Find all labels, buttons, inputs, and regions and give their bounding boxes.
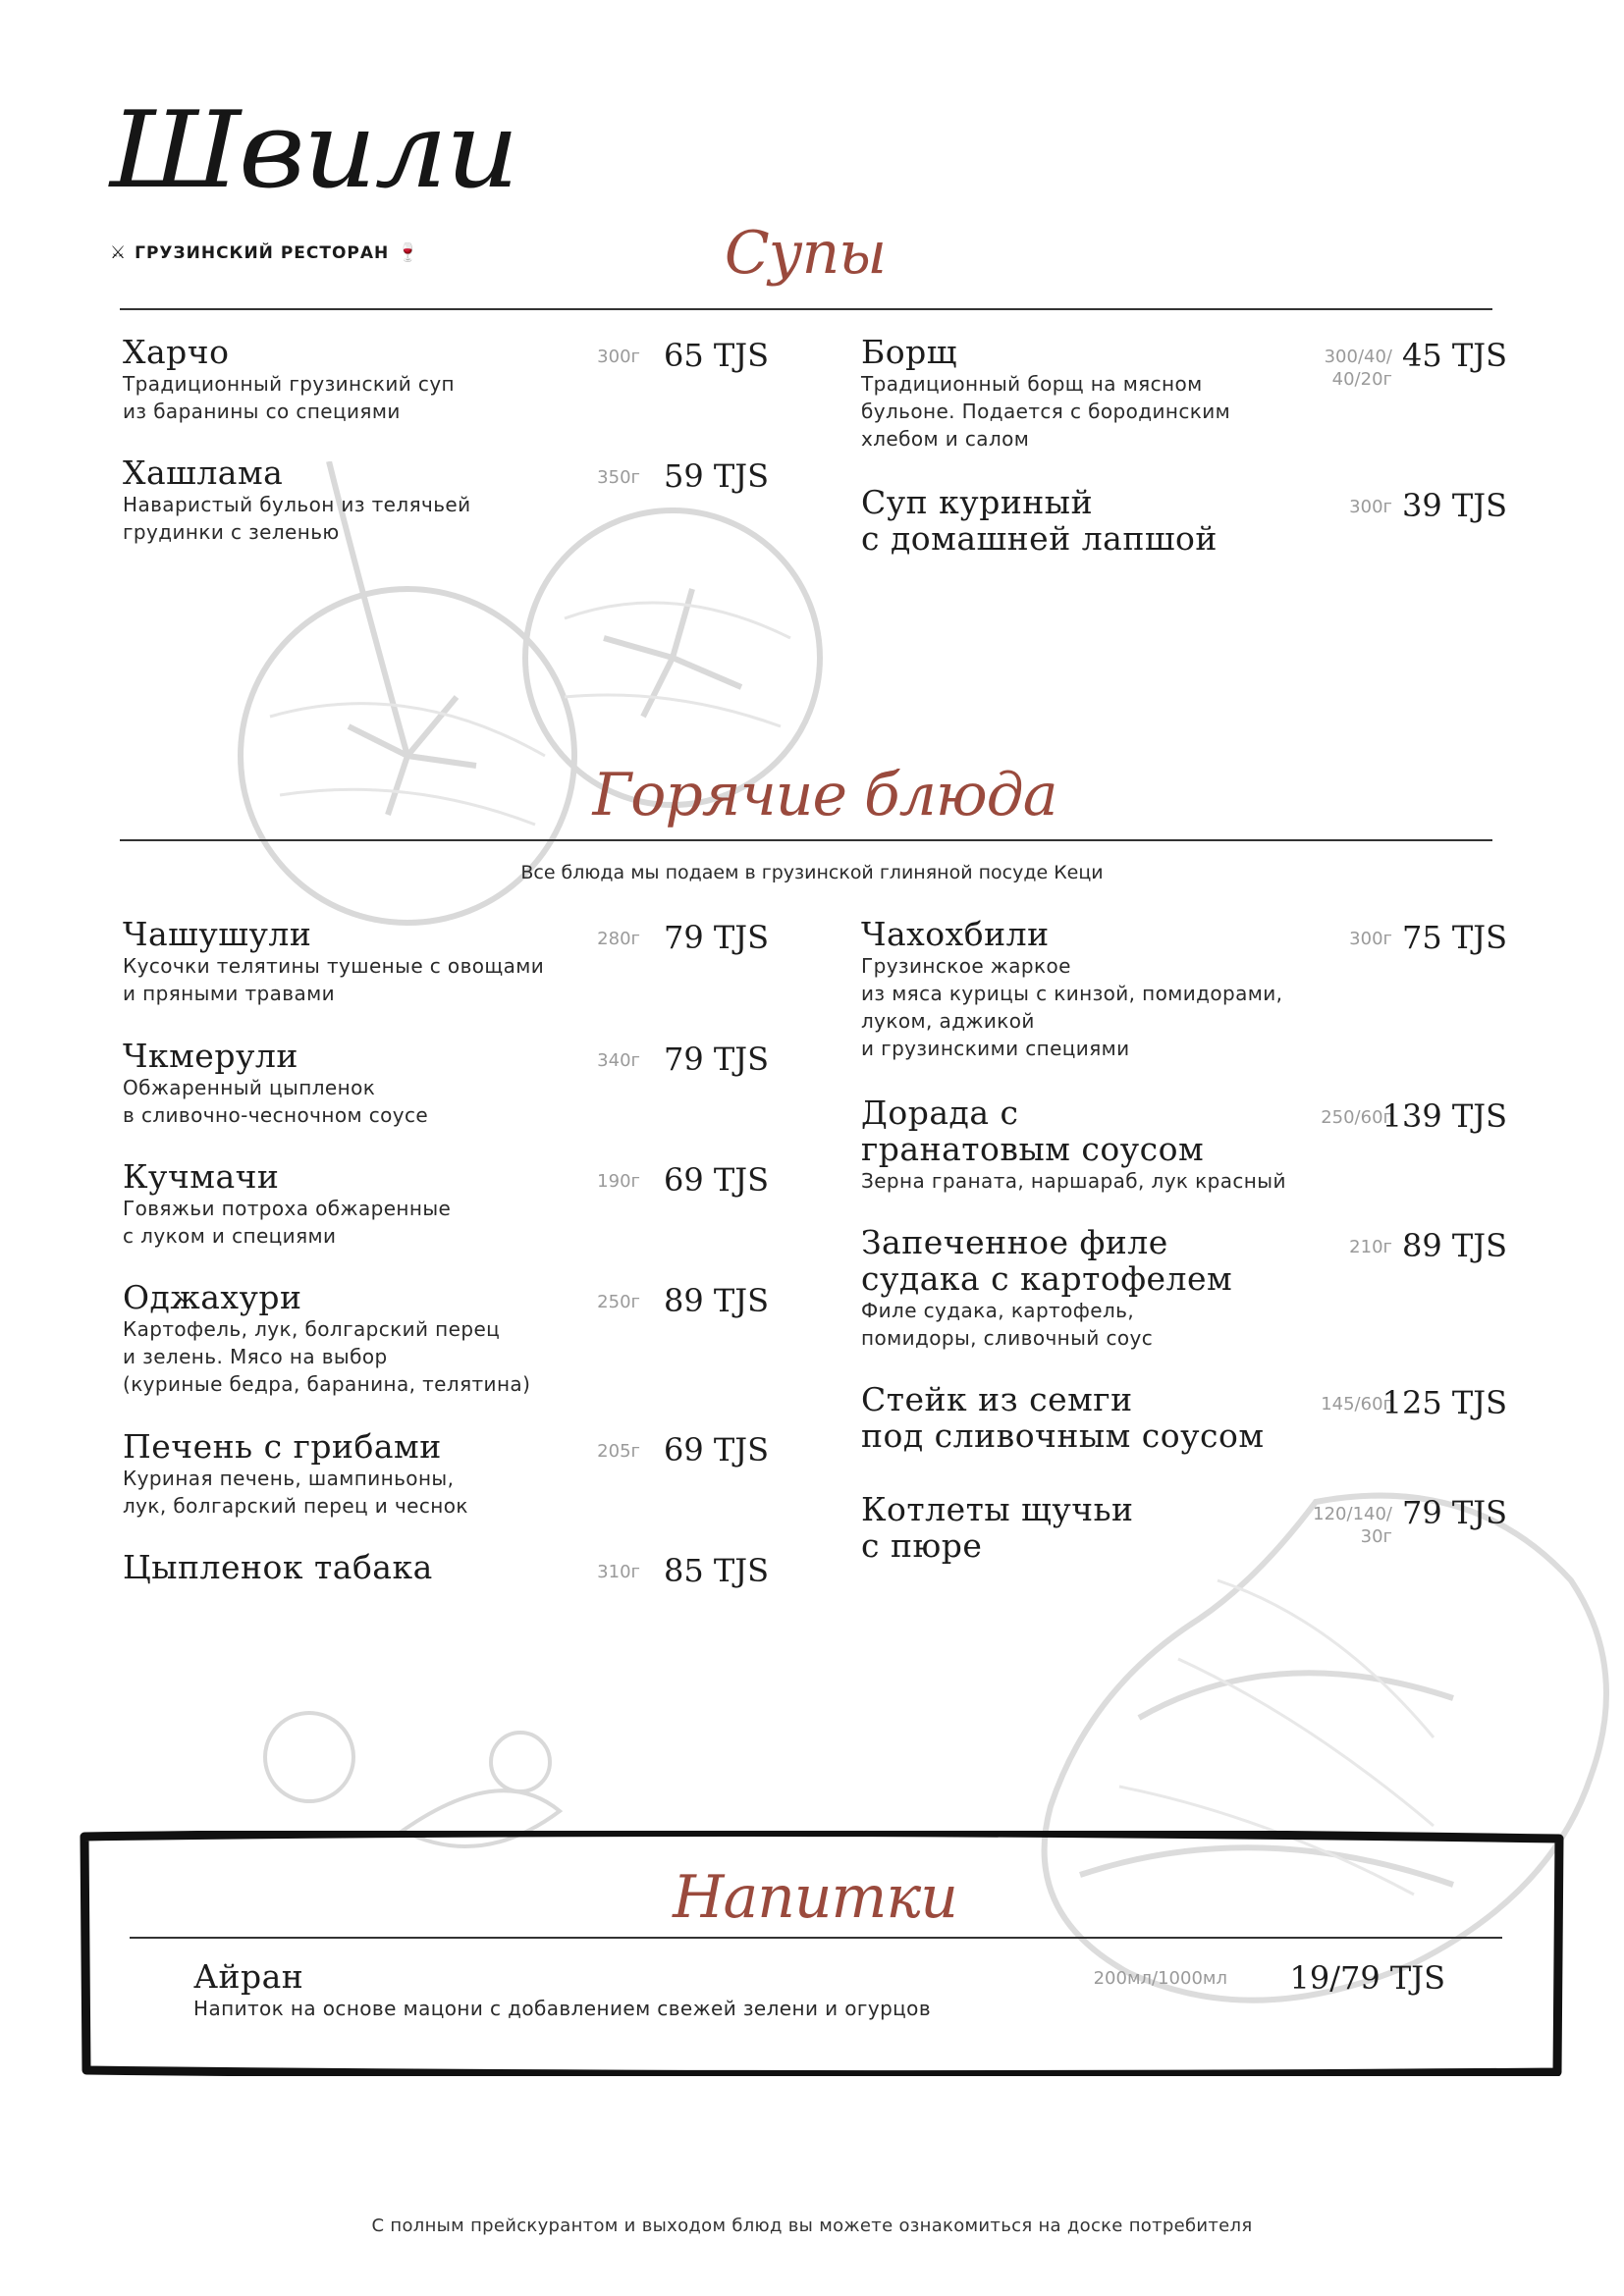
menu-item [123,1279,547,1398]
section-title-soups: Супы [724,219,887,288]
menu-item-name: Чашушули [123,915,312,953]
drink-volume: 200мл/1000мл [1093,1968,1227,1989]
restaurant-subtitle [110,242,434,263]
drink-description: Напиток на основе мацони с добавлением свежей зелени и огурцов [193,1997,932,2020]
menu-item-price: 79 TJS [664,1041,769,1078]
menu-item-price: 39 TJS [1402,487,1507,524]
menu-item-name: Стейк из семги под сливочным соусом [861,1380,1265,1455]
menu-item-description: Традиционный грузинский суп из баранины со специями [123,372,456,423]
menu-item-description: Куриная печень, шампиньоны, лук, болгарский перец и чеснок [123,1467,468,1518]
menu-item [123,1549,547,1585]
soups-divider [120,308,1492,310]
menu-item-price: 69 TJS [664,1431,769,1468]
menu-item [123,1158,547,1250]
menu-item-description: Картофель, лук, болгарский перец и зелень. Мясо на выбор (куриные бедра, баранина, телятина) [123,1317,531,1396]
menu-item-price: 125 TJS [1381,1384,1507,1421]
menu-item [861,1491,1299,1564]
menu-item-price: 69 TJS [664,1161,769,1199]
menu-item-price: 75 TJS [1402,919,1507,956]
restaurant-logo: Швили [110,89,517,212]
menu-item [861,484,1299,557]
menu-item-description: Наваристый бульон из телячьей грудинки с зеленью [123,493,471,544]
menu-item [861,1095,1299,1195]
menu-item-weight: 120/140/ 30г [1313,1504,1392,1547]
footer-note: С полным прейскурантом и выходом блюд вы можете ознакомиться на доске потребителя [371,2216,1253,2236]
menu-item-price: 79 TJS [1402,1494,1507,1531]
menu-item-name: Котлеты щучьи с пюре [861,1490,1134,1565]
menu-item-name: Кучмачи [123,1157,280,1196]
menu-item-weight: 250/60г [1321,1107,1392,1128]
menu-item-description: Говяжьи потроха обжаренные с луком и специями [123,1197,452,1248]
section-title-drinks: Напитки [673,1863,957,1932]
menu-item-weight: 205г [597,1441,640,1462]
menu-item-name: Харчо [123,333,230,371]
menu-item-name: Запеченное филе судака с картофелем [861,1223,1233,1298]
menu-item-name: Чкмерули [123,1037,298,1075]
menu-item-weight: 190г [597,1171,640,1192]
menu-item-description: Зерна граната, наршараб, лук красный [861,1169,1286,1193]
menu-item-description: Обжаренный цыпленок в сливочно-чесночном соусе [123,1076,429,1127]
menu-item-name: Цыпленок табака [123,1548,433,1586]
section-title-hot-dishes: Горячие блюда [592,761,1057,829]
menu-item [861,1224,1299,1352]
hot-dishes-note: Все блюда мы подаем в грузинской глиняной посуде Кеци [520,862,1104,883]
menu-item-name: Оджахури [123,1278,302,1316]
menu-item-description: Кусочки телятины тушеные с овощами и пряными травами [123,954,545,1005]
menu-item-name: Дорада с гранатовым соусом [861,1094,1205,1168]
menu-item-weight: 300г [1349,497,1392,517]
drinks-divider [130,1937,1502,1939]
menu-item-description: Грузинское жаркое из мяса курицы с кинзой, помидорами, луком, аджикой и грузинскими специями [861,954,1283,1060]
menu-item-price: 79 TJS [664,919,769,956]
menu-item-price: 45 TJS [1402,337,1507,374]
menu-item-price: 59 TJS [664,457,769,495]
menu-item-price: 139 TJS [1381,1097,1507,1135]
menu-item-name: Борщ [861,333,957,371]
menu-item-price: 89 TJS [664,1282,769,1319]
menu-item [123,334,547,425]
restaurant-subtitle-text: ГРУЗИНСКИЙ РЕСТОРАН [135,242,390,263]
menu-item-name: Суп куриный с домашней лапшой [861,483,1218,558]
menu-item-weight: 300/40/ 40/20г [1324,347,1392,390]
menu-item [123,454,547,546]
menu-item-weight: 280г [597,929,640,949]
menu-item-weight: 300г [1349,929,1392,949]
menu-item [861,334,1299,453]
menu-item-name: Хашлама [123,454,284,492]
menu-item [861,916,1299,1062]
menu-item-name: Печень с грибами [123,1427,442,1466]
menu-item-name: Чахохбили [861,915,1050,953]
menu-item-weight: 210г [1349,1237,1392,1257]
menu-item-weight: 145/60г [1321,1394,1392,1415]
drink-price: 19/79 TJS [1289,1959,1445,1997]
wine-jug-icon: ⚔ [110,242,128,263]
menu-item-price: 65 TJS [664,337,769,374]
menu-item-weight: 250г [597,1292,640,1312]
menu-item-weight: 340г [597,1050,640,1071]
menu-item-weight: 310г [597,1562,640,1582]
hot-dishes-divider [120,839,1492,841]
drink-name: Айран [193,1957,304,1996]
menu-item-description: Традиционный борщ на мясном бульоне. Подается с бородинским хлебом и салом [861,372,1231,451]
wine-glass-icon: 🍷 [397,242,420,263]
menu-item-price: 85 TJS [664,1552,769,1589]
menu-item [123,916,547,1007]
menu-item [123,1428,547,1520]
menu-item-weight: 350г [597,467,640,488]
menu-item-description: Филе судака, картофель, помидоры, сливочный соус [861,1299,1154,1350]
menu-item [861,1381,1299,1454]
menu-item-price: 89 TJS [1402,1227,1507,1264]
menu-item [123,1038,547,1129]
menu-item-weight: 300г [597,347,640,367]
